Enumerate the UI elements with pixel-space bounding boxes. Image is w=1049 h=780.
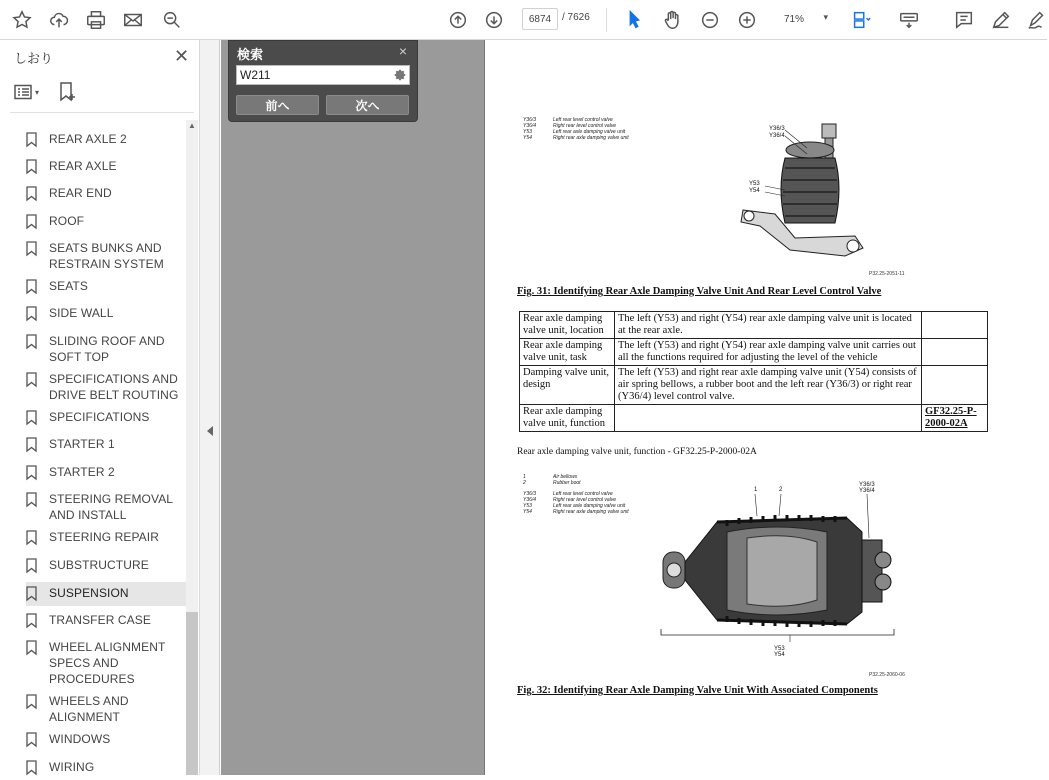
- close-icon[interactable]: ×: [398, 43, 407, 59]
- cursor-icon[interactable]: [622, 8, 646, 32]
- fig-label: Y54: [774, 652, 785, 658]
- bookmark-item[interactable]: [26, 491, 186, 523]
- bookmark-icon: [26, 492, 42, 512]
- bookmark-icon: [26, 586, 42, 606]
- bookmark-label: SIDE WALL: [49, 306, 114, 320]
- table-row: [520, 405, 988, 432]
- panel-gutter: [200, 40, 220, 775]
- find-input[interactable]: W211: [236, 65, 410, 85]
- fig-label: 1: [754, 487, 758, 493]
- bookmark-label: WHEELS AND ALIGNMENT: [49, 694, 129, 724]
- pen-icon[interactable]: [989, 8, 1013, 32]
- table-cell: Rear axle damping valve unit, function: [520, 405, 615, 432]
- fig-label: Y54: [749, 188, 760, 194]
- bookmark-item[interactable]: [26, 333, 186, 365]
- mail-icon[interactable]: [121, 8, 145, 32]
- damping-valve-cutaway-illustration: [657, 492, 900, 652]
- table-cell: Damping valve unit, design: [520, 366, 615, 405]
- bookmark-icon: [26, 214, 42, 234]
- bookmark-icon: [26, 732, 42, 752]
- bookmark-icon: [26, 410, 42, 430]
- scrollbar-thumb[interactable]: [186, 612, 198, 775]
- bookmark-icon: [26, 306, 42, 326]
- zoom-in-icon[interactable]: [735, 8, 759, 32]
- bookmark-label: REAR AXLE 2: [49, 132, 127, 146]
- bookmark-item[interactable]: [26, 557, 186, 578]
- bookmark-item-selected[interactable]: [26, 582, 186, 606]
- fig-label: Y53: [749, 181, 760, 187]
- scroll-mode-icon[interactable]: [897, 8, 921, 32]
- figure-code: P32.25-2051-11: [869, 271, 905, 277]
- table-cell: [922, 312, 988, 339]
- table-row: [520, 366, 988, 405]
- bookmark-label: SLIDING ROOF AND SOFT TOP: [49, 334, 165, 364]
- bookmark-icon: [26, 694, 42, 714]
- bookmark-icon: [26, 241, 42, 261]
- function-reference: Rear axle damping valve unit, function - GF32.25-P-2000-02A: [517, 447, 757, 457]
- bookmark-item[interactable]: [26, 639, 186, 687]
- main-toolbar: [0, 0, 1047, 40]
- table-cell: Rear axle damping valve unit, location: [520, 312, 615, 339]
- table-row: [520, 312, 988, 339]
- bookmark-item[interactable]: [26, 158, 186, 179]
- bookmark-label: STEERING REMOVAL AND INSTALL: [49, 492, 173, 522]
- bookmark-label: REAR END: [49, 186, 112, 200]
- bookmark-item[interactable]: [26, 731, 186, 752]
- spec-table: [519, 311, 988, 432]
- bookmark-list: [0, 83, 186, 774]
- fig-label: Y36/4: [859, 488, 875, 494]
- bookmark-label: SEATS BUNKS AND RESTRAIN SYSTEM: [49, 241, 164, 271]
- bookmark-icon: [26, 465, 42, 485]
- hand-icon[interactable]: [660, 8, 684, 32]
- bookmark-item[interactable]: [26, 131, 186, 152]
- fig-label: Y36/3: [769, 126, 785, 132]
- page-down-icon[interactable]: [482, 8, 506, 32]
- bookmark-label: SEATS: [49, 279, 88, 293]
- panel-title: しおり: [14, 51, 54, 66]
- bookmark-label: WINDOWS: [49, 732, 111, 746]
- figure-legend: 1 Air bellows 2 Rubber boot Y36/3 Left rear level control valve Y36/4 Right rear level control valve Y53 Left rear axle damping valve unit Y54 Right rear axle damping valve unit: [523, 474, 629, 515]
- table-cell: [615, 405, 922, 432]
- figure-code: P32.25-2060-06: [869, 672, 905, 678]
- fig-label: Y53: [774, 646, 785, 652]
- bookmark-icon: [26, 372, 42, 392]
- bookmark-item[interactable]: [26, 240, 186, 272]
- collapse-panel-icon[interactable]: [207, 426, 213, 436]
- toolbar-separator: [606, 8, 607, 32]
- bookmark-icon: [26, 334, 42, 354]
- bookmark-icon: [26, 186, 42, 206]
- bookmark-icon: [26, 530, 42, 550]
- bookmark-label: SUBSTRUCTURE: [49, 558, 149, 572]
- bookmark-label: STEERING REPAIR: [49, 530, 159, 544]
- page-number-input[interactable]: 6874: [522, 8, 558, 30]
- bookmark-icon: [26, 640, 42, 660]
- table-cell-link: [922, 405, 988, 432]
- bookmark-icon: [26, 558, 42, 578]
- bookmark-item[interactable]: [26, 612, 186, 633]
- bookmark-item[interactable]: [26, 693, 186, 725]
- bookmark-label: REAR AXLE: [49, 159, 117, 173]
- table-cell: [922, 366, 988, 405]
- fig-label: 2: [779, 487, 783, 493]
- sign-icon[interactable]: [1025, 8, 1049, 32]
- page-total: / 7626: [562, 12, 590, 23]
- figure-caption: Fig. 31: Identifying Rear Axle Damping Valve Unit And Rear Level Control Valve: [517, 286, 882, 297]
- table-cell: The left (Y53) and right rear axle damping valve unit (Y54) consists of air spring bellows, a rubber boot and the left rear (Y36/3) or right rear (Y36/4) level control valve.: [615, 366, 922, 405]
- bookmark-icon: [26, 613, 42, 633]
- bookmark-item[interactable]: [26, 213, 186, 234]
- bookmark-label: SPECIFICATIONS: [49, 410, 150, 424]
- table-cell: Rear axle damping valve unit, task: [520, 339, 615, 366]
- bookmark-item[interactable]: [26, 185, 186, 206]
- figure-caption: Fig. 32: Identifying Rear Axle Damping Valve Unit With Associated Components: [517, 685, 878, 696]
- bookmark-item[interactable]: [26, 371, 186, 403]
- bookmark-item[interactable]: [26, 759, 186, 780]
- zoom-select[interactable]: [776, 8, 832, 30]
- find-next-button[interactable]: 次へ: [326, 95, 409, 115]
- bookmark-label: STARTER 1: [49, 437, 115, 451]
- scroll-up-icon[interactable]: ▲: [188, 121, 196, 130]
- close-icon[interactable]: ✕: [174, 46, 190, 66]
- table-cell: The left (Y53) and right (Y54) rear axle damping valve unit is located at the rear axle.: [615, 312, 922, 339]
- bookmark-icon: [26, 159, 42, 179]
- bookmark-item[interactable]: [26, 278, 186, 299]
- bookmark-item[interactable]: [26, 436, 186, 457]
- bookmark-icon: [26, 279, 42, 299]
- table-row: [520, 339, 988, 366]
- bookmark-icon: [26, 132, 42, 152]
- table-cell: [922, 339, 988, 366]
- zoom-search-icon[interactable]: [160, 8, 184, 32]
- table-cell: The left (Y53) and right (Y54) rear axle damping valve unit carries out all the functions required for adjusting the level of the vehicle: [615, 339, 922, 366]
- bookmark-label: WIRING: [49, 760, 95, 774]
- bookmark-item[interactable]: [26, 529, 186, 550]
- chevron-down-icon: ▾: [823, 12, 828, 22]
- star-icon[interactable]: [10, 8, 34, 32]
- fig-label: Y36/3: [859, 482, 875, 488]
- gear-icon[interactable]: [393, 68, 407, 82]
- zoom-value: 71%: [784, 13, 805, 25]
- bookmark-icon: [26, 437, 42, 457]
- bookmark-item[interactable]: [26, 305, 186, 326]
- chevron-down-icon: ▾: [35, 87, 40, 97]
- find-prev-button[interactable]: 前へ: [236, 95, 319, 115]
- find-popup: [228, 40, 418, 122]
- page-fit-icon[interactable]: [849, 8, 873, 32]
- zoom-out-icon[interactable]: [698, 8, 722, 32]
- bookmark-label: ROOF: [49, 214, 85, 228]
- upload-icon[interactable]: [47, 8, 71, 32]
- bookmark-item[interactable]: [26, 464, 186, 485]
- document-link[interactable]: GF32.25-P-2000-02A: [925, 406, 977, 429]
- bookmark-label: TRANSFER CASE: [49, 613, 151, 627]
- comment-icon[interactable]: [952, 8, 976, 32]
- page-up-icon[interactable]: [446, 8, 470, 32]
- bookmark-item[interactable]: [26, 409, 186, 430]
- bookmark-icon: [26, 760, 42, 780]
- fig-label: Y36/4: [769, 133, 785, 139]
- print-icon[interactable]: [84, 8, 108, 32]
- bookmark-label: WHEEL ALIGNMENT SPECS AND PROCEDURES: [49, 640, 166, 686]
- figure-legend: Y36/3 Left rear level control valve Y36/4 Right rear level control valve Y53 Left rear axle damping valve unit Y54 Right rear axle damping valve unit: [523, 117, 629, 141]
- bookmark-label: STARTER 2: [49, 465, 115, 479]
- find-title: 検索: [237, 47, 264, 62]
- bookmark-label: SUSPENSION: [49, 586, 129, 600]
- bookmark-label: SPECIFICATIONS AND DRIVE BELT ROUTING: [49, 372, 179, 402]
